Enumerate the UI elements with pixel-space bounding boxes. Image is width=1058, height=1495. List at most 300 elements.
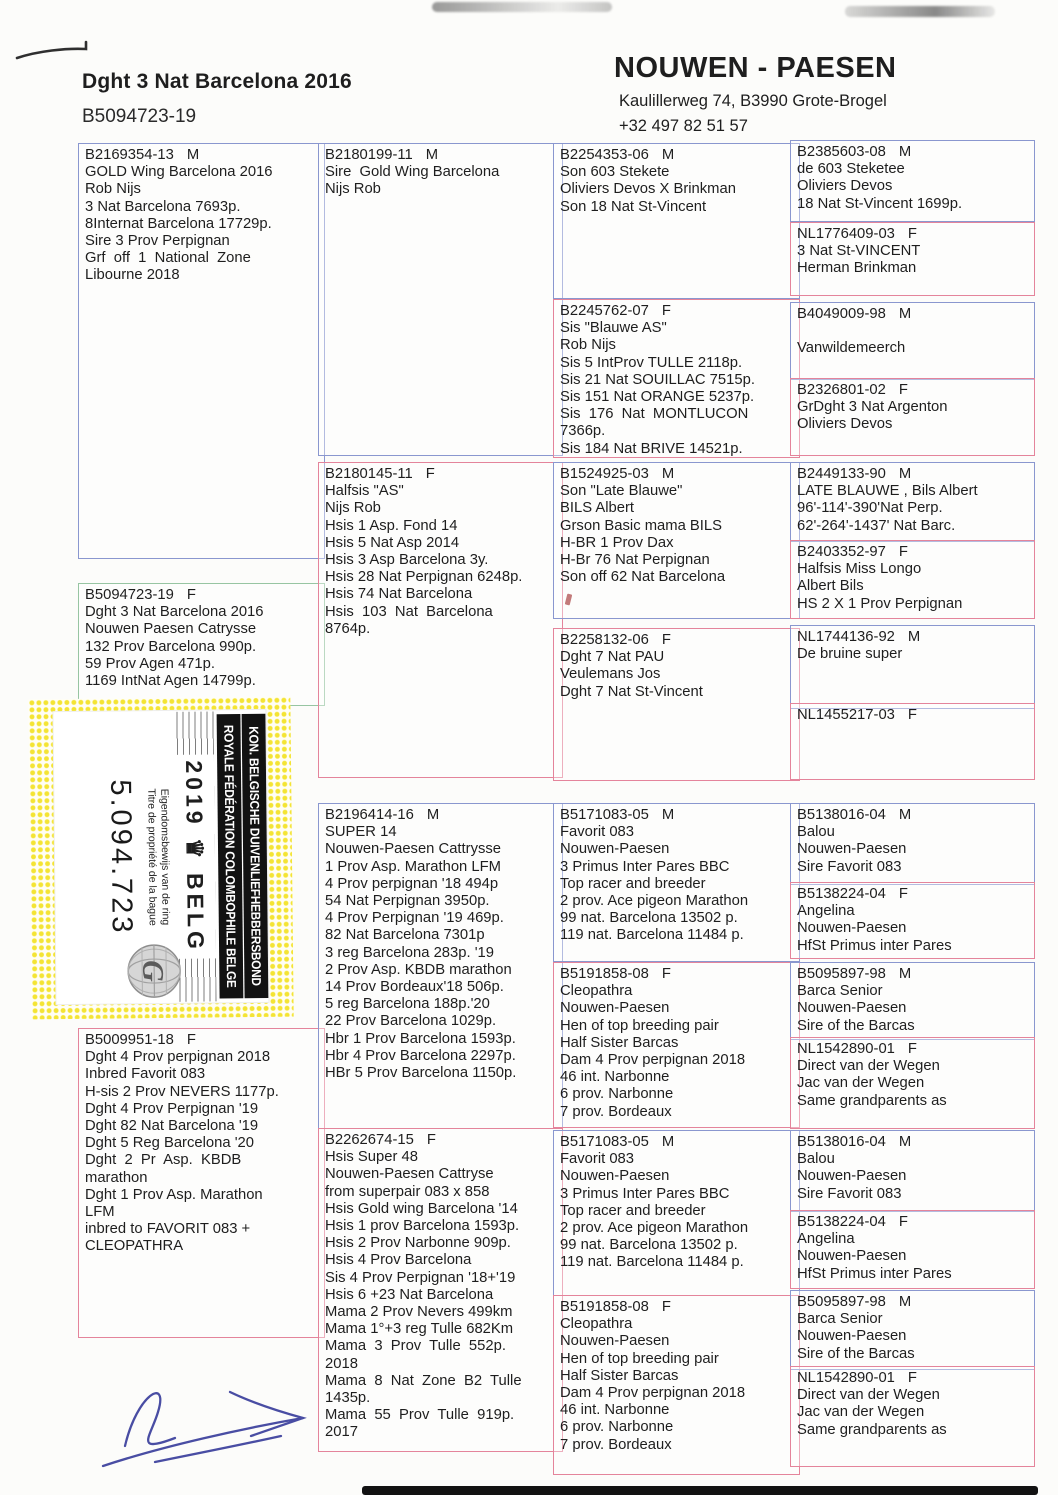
pedigree-line: Balou: [797, 1151, 835, 1168]
ring-number: B5138224-04: [797, 1214, 886, 1230]
pedigree-line: Oliviers Devos X Brinkman: [560, 181, 736, 198]
pedigree-line: Hen of top breeding pair: [560, 1350, 719, 1367]
pedigree-line: 62'-264'-1437' Nat Barc.: [797, 517, 956, 534]
ring-id-line: [797, 1134, 1028, 1151]
stamp-ring-number: 5.094.723: [104, 779, 138, 936]
stamp-ownership-nl: Eigendomsbewijs van de ring: [158, 788, 172, 926]
ring-number: B2245762-07: [560, 303, 649, 319]
ring-number: B2385603-08: [797, 144, 886, 160]
pedigree-line: 46 int. Narbonne: [560, 1069, 670, 1086]
pedigree-line: Hsis 74 Nat Barcelona: [325, 586, 473, 603]
ring-id-line: [797, 544, 1028, 561]
pedigree-line: 99 nat. Barcelona 13502 p.: [560, 910, 738, 927]
pedigree-line: 3 Nat Barcelona 7693p.: [85, 198, 241, 215]
pedigree-line: Half Sister Barcas: [560, 1034, 679, 1051]
pedigree-line: Nouwen-Paesen: [797, 920, 907, 937]
pedigree-line: Barca Senior: [797, 1311, 883, 1328]
ring-id-line: [325, 807, 556, 824]
sex-code: F: [661, 632, 671, 648]
sex-code: F: [907, 707, 917, 723]
pedigree-line: 132 Prov Barcelona 990p.: [85, 638, 257, 655]
pedigree-line: 6 prov. Narbonne: [560, 1419, 674, 1436]
pedigree-line: Hsis 3 Asp Barcelona 3y.: [325, 552, 489, 569]
ring-number: NL1744136-92: [797, 629, 895, 645]
sex-code: M: [186, 147, 200, 163]
pedigree-box: [790, 378, 1035, 456]
pedigree-line: Sis 5 IntProv TULLE 2118p.: [560, 354, 743, 371]
pedigree-line: Sis 176 Nat MONTLUCON: [560, 406, 749, 423]
pedigree-line: Herman Brinkman: [797, 260, 917, 277]
pedigree-line: Libourne 2018: [85, 267, 180, 284]
pedigree-line: Son off 62 Nat Barcelona: [560, 569, 726, 586]
ring-number: B5191858-08: [560, 1299, 649, 1315]
pedigree-line: SUPER 14: [325, 824, 397, 841]
pedigree-line: Favorit 083: [560, 1151, 635, 1168]
pedigree-line: Halfsis Miss Longo: [797, 561, 922, 578]
pedigree-line: 2 Prov Asp. KBDB marathon: [325, 961, 512, 978]
ring-id-line: [797, 886, 1028, 903]
pedigree-line: marathon: [85, 1169, 148, 1186]
pedigree-box: [318, 1128, 563, 1452]
ring-id-line: [560, 1134, 793, 1151]
sex-code: M: [907, 629, 921, 645]
sex-code: F: [907, 226, 917, 242]
pedigree-line: Same grandparents as: [797, 1092, 947, 1109]
pedigree-line: 1 Prov Asp. Marathon LFM: [325, 858, 501, 875]
sex-code: M: [898, 1294, 912, 1310]
pedigree-line: 3 reg Barcelona 283p. '19: [325, 944, 495, 961]
pedigree-line: GOLD Wing Barcelona 2016: [85, 164, 273, 181]
pedigree-line: Mama 55 Prov Tulle 919p.: [325, 1407, 515, 1424]
pedigree-line: 7 prov. Bordeaux: [560, 1436, 672, 1453]
ring-number: B5191858-08: [560, 966, 649, 982]
pedigree-line: Son 603 Stekete: [560, 164, 670, 181]
pedigree-line: Dght 4 Prov Perpignan '19: [85, 1100, 259, 1117]
sex-code: M: [426, 807, 440, 823]
ring-id-line: [85, 147, 318, 164]
pedigree-line: Hsis Super 48: [325, 1149, 418, 1166]
pedigree-line: Nouwen-Paesen: [797, 841, 907, 858]
pedigree-line: Hen of top breeding pair: [560, 1017, 719, 1034]
breeder-name: NOUWEN - PAESEN: [614, 52, 897, 84]
scan-smudge: [845, 6, 995, 17]
breeder-address: Kaulillerweg 74, B3990 Grote-Brogel: [619, 92, 887, 110]
ring-number: B2449133-90: [797, 466, 886, 482]
ring-id-line: [560, 1299, 793, 1316]
ring-id-line: [797, 1370, 1028, 1387]
pedigree-line: Halfsis "AS": [325, 483, 404, 500]
pedigree-line: Jac van der Wegen: [797, 1075, 925, 1092]
sex-code: F: [661, 303, 671, 319]
pedigree-box: [790, 222, 1035, 296]
pedigree-line: Dght 7 Nat St-Vincent: [560, 683, 703, 700]
ring-number: B2326801-02: [797, 382, 886, 398]
ring-number: B2403352-97: [797, 544, 886, 560]
ring-number: B2180145-11: [325, 466, 413, 482]
pedigree-line: Cleopathra: [560, 1316, 633, 1333]
pedigree-box: [790, 1037, 1035, 1129]
pedigree-line: 6 prov. Narbonne: [560, 1086, 674, 1103]
sex-code: F: [898, 544, 908, 560]
sex-code: M: [425, 147, 439, 163]
pedigree-box-subject: [78, 583, 325, 706]
sex-code: F: [425, 466, 435, 482]
pedigree-box: [318, 803, 563, 1129]
pedigree-line: Half Sister Barcas: [560, 1367, 679, 1384]
pedigree-line: Nouwen Paesen Catrysse: [85, 621, 257, 638]
stamp-year-text: [174, 754, 216, 959]
pedigree-line: [797, 323, 1028, 340]
pedigree-line: Grson Basic mama BILS: [560, 517, 722, 534]
pedigree-line: Direct van der Wegen: [797, 1058, 940, 1075]
ring-id-line: [797, 144, 1028, 161]
globe-logo-icon: [125, 942, 184, 1001]
svg-text:G: G: [136, 959, 170, 982]
sex-code: F: [186, 587, 196, 603]
pedigree-line: Same grandparents as: [797, 1421, 947, 1438]
pedigree-line: Angelina: [797, 1231, 855, 1248]
pedigree-line: Hsis 4 Prov Barcelona: [325, 1252, 472, 1269]
ring-id-line: [797, 807, 1028, 824]
sex-code: F: [426, 1132, 436, 1148]
pedigree-line: Top racer and breeder: [560, 1202, 706, 1219]
pedigree-line: 8764p.: [325, 620, 371, 637]
pedigree-line: Nijs Rob: [325, 181, 381, 198]
pedigree-line: Hsis 5 Nat Asp 2014: [325, 534, 460, 551]
pedigree-line: Dght 1 Prov Asp. Marathon: [85, 1186, 263, 1203]
pedigree-line: Nouwen-Paesen: [560, 1000, 670, 1017]
pedigree-line: Veulemans Jos: [560, 666, 661, 683]
pedigree-line: 5 reg Barcelona 188p.'20: [325, 996, 490, 1013]
pedigree-line: 3 Primus Inter Pares BBC: [560, 1185, 730, 1202]
ring-id-line: [85, 587, 318, 604]
pedigree-line: Nouwen-Paesen Cattrysse: [325, 841, 502, 858]
pedigree-line: Sire 3 Prov Perpignan: [85, 233, 230, 250]
pedigree-line: 2018: [325, 1355, 358, 1372]
pedigree-box: [553, 803, 800, 962]
crown-icon: ♛: [181, 837, 209, 863]
ring-number: NL1542890-01: [797, 1041, 895, 1057]
pedigree-line: 7 prov. Bordeaux: [560, 1103, 672, 1120]
pedigree-line: Nijs Rob: [325, 500, 381, 517]
ring-id-line: [797, 1294, 1028, 1311]
pedigree-line: Son "Late Blauwe": [560, 483, 683, 500]
pedigree-line: Albert Bils: [797, 578, 864, 595]
pedigree-line: Sis "Blauwe AS": [560, 320, 667, 337]
pedigree-line: 14 Prov Bordeaux'18 506p.: [325, 979, 504, 996]
ring-number: B5009951-18: [85, 1032, 174, 1048]
pedigree-box: [78, 1028, 325, 1338]
pedigree-line: Grf off 1 National Zone: [85, 250, 251, 267]
pedigree-line: 22 Prov Barcelona 1029p.: [325, 1013, 497, 1030]
pedigree-line: 2017: [325, 1424, 358, 1441]
pedigree-line: Nouwen-Paesen Cattryse: [325, 1166, 494, 1183]
pedigree-line: Jac van der Wegen: [797, 1404, 925, 1421]
pedigree-line: Inbred Favorit 083: [85, 1066, 206, 1083]
pedigree-line: 1435p.: [325, 1390, 371, 1407]
pedigree-line: Mama 3 Prov Tulle 552p.: [325, 1338, 506, 1355]
sex-code: M: [898, 144, 912, 160]
pedigree-box: [553, 628, 800, 781]
pedigree-line: Nouwen-Paesen: [560, 1168, 670, 1185]
pedigree-line: 46 int. Narbonne: [560, 1402, 670, 1419]
ring-number: B2262674-15: [325, 1132, 414, 1148]
pedigree-line: Top racer and breeder: [560, 875, 706, 892]
document-title: Dght 3 Nat Barcelona 2016: [82, 70, 352, 93]
document-ring-number: B5094723-19: [82, 106, 197, 127]
ring-id-line: [560, 466, 793, 483]
stamp-year: 2019: [180, 760, 208, 828]
stamp-federation-fr: ROYALE FÉDÉRATION COLOMBOPHILE BELGE: [217, 714, 244, 998]
pedigree-line: Dght 7 Nat PAU: [560, 649, 665, 666]
pedigree-box: [553, 1130, 800, 1296]
stamp-federation-nl: KON. BELGISCHE DUIVENLIEFHEBBERSBOND: [242, 714, 269, 998]
sex-code: F: [898, 382, 908, 398]
ring-id-line: [797, 306, 1028, 323]
pedigree-line: Sis 21 Nat SOUILLAC 7515p.: [560, 371, 755, 388]
ring-number: B2196414-16: [325, 807, 414, 823]
pedigree-line: Rob Nijs: [560, 337, 616, 354]
pedigree-line: Dght 3 Nat Barcelona 2016: [85, 604, 264, 621]
pedigree-line: Nouwen-Paesen: [560, 841, 670, 858]
pedigree-line: Sis 184 Nat BRIVE 14521p.: [560, 440, 743, 457]
ring-number: NL1542890-01: [797, 1370, 895, 1386]
ring-number: NL1455217-03: [797, 707, 895, 723]
pedigree-line: from superpair 083 x 858: [325, 1183, 490, 1200]
pedigree-line: 59 Prov Agen 471p.: [85, 655, 215, 672]
pedigree-line: H-BR 1 Prov Dax: [560, 534, 674, 551]
pedigree-line: 2 prov. Ace pigeon Marathon: [560, 893, 749, 910]
pedigree-line: Sire of the Barcas: [797, 1017, 915, 1034]
pedigree-line: Hbr 4 Prov Barcelona 2297p.: [325, 1047, 516, 1064]
pedigree-box: [318, 143, 563, 456]
pedigree-line: inbred to FAVORIT 083 +: [85, 1221, 251, 1238]
ring-id-line: [85, 1032, 318, 1049]
sex-code: F: [898, 1214, 908, 1230]
ring-id-line: [325, 1132, 556, 1149]
pedigree-line: Mama 8 Nat Zone B2 Tulle: [325, 1372, 522, 1389]
pedigree-box: [790, 1210, 1035, 1289]
ring-number: B5138016-04: [797, 807, 886, 823]
pedigree-line: 18 Nat St-Vincent 1699p.: [797, 195, 963, 212]
pedigree-line: Oliviers Devos: [797, 416, 893, 433]
pedigree-box: [790, 625, 1035, 709]
pedigree-line: HfSt Primus inter Pares: [797, 937, 952, 954]
stamp-card: [53, 710, 268, 1004]
ring-number: B5095897-98: [797, 1294, 886, 1310]
sex-code: M: [898, 807, 912, 823]
pedigree-box: [553, 462, 800, 619]
pedigree-line: 119 nat. Barcelona 11484 p.: [560, 1254, 744, 1271]
pedigree-line: Hsis 6 +23 Nat Barcelona: [325, 1286, 494, 1303]
ring-number: B2180199-11: [325, 147, 413, 163]
pedigree-box: [790, 703, 1035, 780]
pedigree-line: Hsis 1 prov Barcelona 1593p.: [325, 1218, 520, 1235]
stamp-country: BELG: [182, 872, 209, 954]
pedigree-line: 8Internat Barcelona 17729p.: [85, 215, 272, 232]
pedigree-line: 2 prov. Ace pigeon Marathon: [560, 1220, 749, 1237]
ring-id-line: [325, 147, 556, 164]
pedigree-line: Hbr 1 Prov Barcelona 1593p.: [325, 1030, 516, 1047]
pedigree-box: [553, 143, 800, 299]
ring-id-line: [797, 1214, 1028, 1231]
pedigree-line: Barca Senior: [797, 983, 883, 1000]
pedigree-box: [790, 1290, 1035, 1370]
pedigree-line: Son 18 Nat St-Vincent: [560, 198, 707, 215]
pedigree-line: HfSt Primus inter Pares: [797, 1265, 952, 1282]
ring-ownership-stamp: [28, 697, 293, 1020]
ring-id-line: [560, 632, 793, 649]
pedigree-line: LATE BLAUWE , Bils Albert: [797, 483, 978, 500]
pedigree-box: [790, 803, 1035, 885]
sex-code: F: [186, 1032, 196, 1048]
sex-code: M: [898, 1134, 912, 1150]
ring-number: B2258132-06: [560, 632, 649, 648]
pedigree-line: Nouwen-Paesen: [797, 1000, 907, 1017]
sex-code: M: [898, 466, 912, 482]
ring-number: B2254353-06: [560, 147, 649, 163]
ring-id-line: [797, 226, 1028, 243]
sex-code: M: [898, 966, 912, 982]
pedigree-line: Mama 1°+3 reg Tulle 682Km: [325, 1321, 514, 1338]
pedigree-box: [790, 962, 1035, 1040]
pedigree-line: 54 Nat Perpignan 3950p.: [325, 893, 490, 910]
pedigree-line: Hsis Gold wing Barcelona '14: [325, 1200, 518, 1217]
ring-id-line: [325, 466, 556, 483]
pedigree-line: Hsis 2 Prov Narbonne 909p.: [325, 1235, 511, 1252]
pedigree-line: 4 Prov Perpignan '19 469p.: [325, 910, 504, 927]
scan-edge-bar: [362, 1486, 1038, 1495]
pedigree-line: Dam 4 Prov perpignan 2018: [560, 1385, 746, 1402]
sex-code: M: [661, 807, 675, 823]
ring-number: B5138016-04: [797, 1134, 886, 1150]
ring-id-line: [797, 629, 1028, 646]
pedigree-line: H-sis 2 Prov NEVERS 1177p.: [85, 1083, 279, 1100]
pedigree-line: H-Br 76 Nat Perpignan: [560, 552, 710, 569]
sex-code: F: [907, 1370, 917, 1386]
sex-code: M: [661, 466, 675, 482]
ring-id-line: [560, 303, 793, 320]
pedigree-line: Sire Favorit 083: [797, 858, 902, 875]
sex-code: M: [661, 147, 675, 163]
pedigree-line: Nouwen-Paesen: [797, 1248, 907, 1265]
ring-number: B5138224-04: [797, 886, 886, 902]
pedigree-box: [790, 302, 1035, 380]
pedigree-box: [553, 1295, 800, 1475]
pedigree-line: Sis 151 Nat ORANGE 5237p.: [560, 389, 755, 406]
pedigree-box: [553, 962, 800, 1128]
sex-code: F: [907, 1041, 917, 1057]
pedigree-box: [790, 540, 1035, 619]
pedigree-line: 1169 IntNat Agen 14799p.: [85, 673, 256, 690]
pedigree-line: CLEOPATHRA: [85, 1238, 184, 1255]
pedigree-line: LFM: [85, 1204, 115, 1221]
pedigree-box: [318, 462, 563, 778]
sex-code: F: [661, 966, 671, 982]
pedigree-line: 119 nat. Barcelona 11484 p.: [560, 927, 744, 944]
pedigree-line: 99 nat. Barcelona 13502 p.: [560, 1237, 738, 1254]
sex-code: M: [898, 306, 912, 322]
pedigree-line: 7366p.: [560, 423, 606, 440]
pedigree-line: Balou: [797, 824, 835, 841]
sex-code: F: [661, 1299, 671, 1315]
ring-id-line: [560, 807, 793, 824]
pedigree-line: 3 Nat St-VINCENT: [797, 243, 921, 260]
pedigree-line: Oliviers Devos: [797, 178, 893, 195]
pen-mark: [14, 38, 99, 64]
pedigree-line: de 603 Steketee: [797, 161, 905, 178]
pedigree-line: HBr 5 Prov Barcelona 1150p.: [325, 1065, 517, 1082]
stamp-rotated-content: [54, 711, 267, 1003]
pedigree-line: Vanwildemeerch: [797, 340, 906, 357]
pedigree-line: Cleopathra: [560, 983, 633, 1000]
pedigree-line: Nouwen-Paesen: [797, 1328, 907, 1345]
signature: [95, 1366, 320, 1484]
ring-id-line: [560, 966, 793, 983]
pedigree-line: 4 Prov perpignan '18 494p: [325, 875, 499, 892]
pedigree-line: BILS Albert: [560, 500, 635, 517]
pedigree-box: [790, 462, 1035, 542]
pedigree-line: Angelina: [797, 903, 855, 920]
pedigree-line: Hsis 28 Nat Perpignan 6248p.: [325, 569, 523, 586]
pedigree-line: Dam 4 Prov perpignan 2018: [560, 1052, 746, 1069]
stamp-ownership-fr: Titre de propriété de la bague: [145, 788, 159, 926]
pedigree-box: [790, 140, 1035, 222]
pedigree-line: De bruine super: [797, 646, 903, 663]
pedigree-line: Dght 5 Reg Barcelona '20: [85, 1135, 254, 1152]
pedigree-line: 82 Nat Barcelona 7301p: [325, 927, 485, 944]
pedigree-line: Direct van der Wegen: [797, 1387, 940, 1404]
pedigree-line: Hsis 103 Nat Barcelona: [325, 603, 493, 620]
pedigree-line: 96'-114'-390'Nat Perp.: [797, 500, 943, 517]
ring-number: B4049009-98: [797, 306, 886, 322]
pedigree-line: 3 Primus Inter Pares BBC: [560, 858, 730, 875]
ring-id-line: [560, 147, 793, 164]
ring-id-line: [797, 1041, 1028, 1058]
pedigree-line: Dght 82 Nat Barcelona '19: [85, 1118, 259, 1135]
ring-number: NL1776409-03: [797, 226, 895, 242]
pedigree-line: Favorit 083: [560, 824, 635, 841]
ring-number: B5171083-05: [560, 1134, 649, 1150]
pedigree-line: Sire of the Barcas: [797, 1345, 915, 1362]
ring-number: B5094723-19: [85, 587, 174, 603]
ring-number: B1524925-03: [560, 466, 649, 482]
ring-number: B5171083-05: [560, 807, 649, 823]
pedigree-line: Nouwen-Paesen: [797, 1168, 907, 1185]
pedigree-line: Hsis 1 Asp. Fond 14: [325, 517, 458, 534]
pedigree-line: Dght 2 Pr Asp. KBDB: [85, 1152, 242, 1169]
ring-id-line: [797, 707, 1028, 724]
pedigree-line: Nouwen-Paesen: [560, 1333, 670, 1350]
pedigree-box: [790, 1130, 1035, 1212]
pedigree-box: [790, 1366, 1035, 1467]
ring-number: B5095897-98: [797, 966, 886, 982]
pedigree-line: Mama 2 Prov Nevers 499km: [325, 1304, 513, 1321]
pedigree-box: [78, 143, 325, 559]
ring-id-line: [797, 382, 1028, 399]
pedigree-line: Sis 4 Prov Perpignan '18+'19: [325, 1269, 516, 1286]
pedigree-line: Dght 4 Prov perpignan 2018: [85, 1049, 271, 1066]
pedigree-line: Sire Gold Wing Barcelona: [325, 164, 500, 181]
sex-code: M: [661, 1134, 675, 1150]
pedigree-line: GrDght 3 Nat Argenton: [797, 399, 948, 416]
pedigree-line: Rob Nijs: [85, 181, 141, 198]
pedigree-box: [553, 299, 800, 458]
ring-id-line: [797, 466, 1028, 483]
pedigree-line: HS 2 X 1 Prov Perpignan: [797, 595, 963, 612]
pedigree-line: Sire Favorit 083: [797, 1185, 902, 1202]
breeder-phone: +32 497 82 51 57: [619, 117, 748, 135]
